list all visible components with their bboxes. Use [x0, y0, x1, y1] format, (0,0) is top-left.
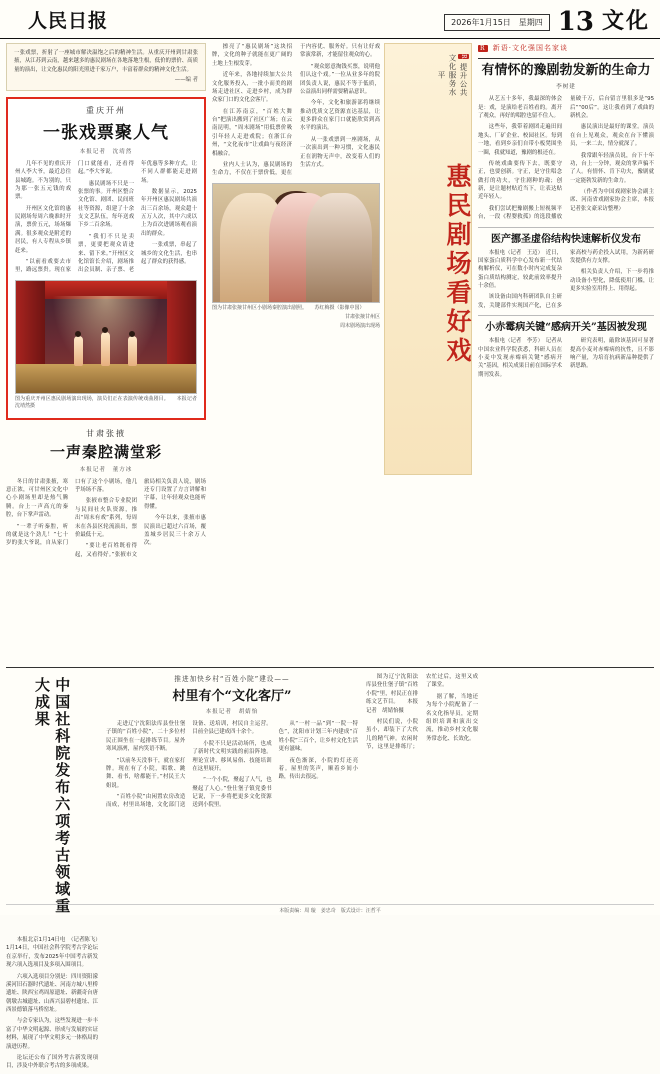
masthead — [0, 0, 660, 39]
feature-photo-caption: 图为重庆开州区惠民剧场演出现场，演员们正在表演传统戏曲剧目。 本报记者 沈靖然摄 — [15, 395, 203, 409]
paragraph: 研究表明，敲除该基因可显著提高小麦对赤霉病的抗性，且不影响产量，为培育抗病新品种提供了新思路。 — [570, 338, 654, 370]
masthead-right — [444, 4, 660, 35]
paragraph: 与会专家认为，这些发现进一步丰富了中华文明起源、形成与发展的实证材料，展现了中华文明多元一体格局的演进历程。 — [6, 1018, 98, 1050]
paragraph: 开州区文化馆的惠民剧场每周六晚准时开演，票价五元，场场爆满。很多观众是附近的居民，有人专程从乡镇赶来。 — [15, 205, 71, 254]
performer-figure — [74, 336, 83, 366]
bottom-right-body — [366, 673, 478, 751]
second-body — [6, 478, 206, 559]
paragraph: 本报北京1月14日电 （记者陈飞）1月14日，中国社会科学院考古学论坛在京举行，发布2025年中国考古新发现六项入选项目及多项入围项目。 — [6, 937, 98, 969]
bottom-mid-kicker: 推进加快乡村“百姓小院”建设—— — [174, 675, 290, 683]
bottom-right-article — [366, 673, 478, 751]
paragraph: 论坛还公布了国外考古新发现项目，涉及中外联合考古的多项成果。 — [6, 1054, 98, 1070]
paragraph: “以前看戏要去市里，路远票贵。现在家门口就能看，还看得起。”李大爷说。 — [15, 160, 134, 274]
paragraph: 小院不只是活动场所，也成了新时代文明实践的前沿阵地。理论宣讲、移风易俗、技能培训在这里展开。 — [192, 740, 272, 772]
bottom-left-headline: 中国社科院发布六项考古领域重大成果 — [33, 677, 72, 915]
paragraph: 从一张戏票到一座剧场，从一次演出到一种习惯，文化惠民正在润物无声中，改变着人们的生活方式。 — [300, 136, 380, 168]
r-badge: R — [460, 53, 467, 60]
right-article1-body — [478, 95, 654, 221]
right-column — [478, 43, 654, 379]
opera-photo — [212, 183, 380, 303]
feature-photo — [15, 280, 197, 394]
paragraph: “我们不只是卖票，更要把观众请进来、留下来。”开州区文化馆馆长介绍，剧场推出会员制、亲子票、老年优惠等多种方式，让不同人群都能走进剧场。 — [78, 160, 197, 274]
stage-floor — [16, 364, 196, 393]
paragraph: 业内人士认为，惠民剧场的生命力，不仅在于票价低，更在于内容优、服务好。只有让好戏常演常新，才能留住观众的心。 — [212, 44, 380, 177]
page-number: 13 — [557, 6, 594, 37]
divider — [478, 315, 654, 316]
paragraph: 从“一村一品”到“一院一特色”，沈阳市计划三年内建成“百姓小院”三百个，让乡村文化生活更有滋味。 — [278, 721, 358, 753]
second-article — [6, 428, 206, 559]
right-article1-byline: 李树建 — [556, 84, 576, 91]
opera-photo-caption: 图为甘肃张掖甘州区小剧场秦腔演出剧照。 苏红梅摄（影像中国） — [212, 304, 365, 311]
paragraph: 数据显示，2025年开州区惠民剧场共演出三百余场，观众超十五万人次，其中六成以上为首次进剧场观看演出的群众。 — [141, 188, 197, 237]
paragraph: （作者为中国戏剧家协会副主席、河南省戏剧家协会主席，本报记者张文豪采访整理） — [570, 189, 654, 212]
poster-kicker — [385, 52, 471, 98]
feature-byline: 本报记者 沈靖然 — [79, 148, 133, 155]
paragraph: 一张戏票，串起了城乡的文化生活，也串起了群众的获得感。 — [141, 242, 197, 265]
editor-note-text: 一张戏票，折射了一座城市解决温饱之后的精神生活。从重庆开州到甘肃张掖，从江苏到云南，越来越多的惠民剧场在各地落地生根，低价的票价、高质量的演出，让文化惠民的阳光照进千家万户，丰富着群众的精神文化生活。 — [14, 50, 198, 73]
column-label — [478, 43, 654, 53]
left-column — [6, 43, 206, 559]
paragraph: 村民们说，小院虽小，却装下了大伙儿的精气神。农闲时节，这里是排练厅；农忙过后，这里又成了课堂。 — [366, 674, 478, 750]
middle-article — [212, 43, 380, 330]
paragraph: 张掖市整合专业院团与民间社火队资源，推出“周末有戏”系列，每周末在各县区轮流演出，票价最低十元。 — [75, 498, 137, 538]
paragraph: 本报电（记者 王迈） 近日，国家蛋白质科学中心发布新一代结构解析仪，可在数小时内完成复杂蛋白质结构测定，较此前效率提升十余倍。 — [478, 249, 562, 289]
issue-date: 2026年1月15日 星期四 — [444, 14, 550, 31]
feature-poster — [384, 43, 472, 475]
paragraph: “百姓小院”由闲置农房改造而成，村里出场地，文化部门送设备、送培训，村民自主运营。目前全县已建成四十余个。 — [106, 721, 272, 809]
bottom-mid-byline: 本报记者 胡婧怡 — [205, 709, 259, 715]
paragraph: 本报电（记者 李芳） 记者从中国农业科学院获悉，科研人员在小麦中发现赤霉病关键“感病开关”基因，相关成果日前在国际学术期刊发表。 — [478, 338, 562, 378]
paragraph: 这些年，我带着剧团走遍田间地头、厂矿企业、校园社区。每到一地，看到乡亲们自带小板凳围坐一圈，我就知道，豫剧的根还在。 — [478, 124, 562, 156]
middle-body — [212, 43, 380, 178]
paragraph: 我常跟年轻演员说，台下十年功，台上一分钟，观众的掌声骗不了人。有情怀、肯下功夫，豫剧就一定能勃发新的生命力。 — [570, 152, 654, 184]
paragraph: 走进辽宁沈阳法库县登仕堡子镇的“百姓小院”，二十多位村民正围坐在一起排练节目。屋外寒风凛冽，屋内笑语不断。 — [106, 721, 186, 753]
feature-body — [15, 160, 197, 275]
paragraph: 图为辽宁沈阳法库县登仕堡子镇“百姓小院”里，村民正在排练文艺节目。 本报记者 胡婧怡摄 — [366, 674, 418, 714]
bottom-middle-article — [106, 673, 358, 810]
paragraph: 据了解，当地还为每个小院配备了一名文化指导员，定期组织培训和演出交流，推动乡村文化服务常态化、长效化。 — [426, 693, 478, 742]
paragraph: 夜色渐深，小院的灯还亮着。屋里的笑声，顺着乡间小路，传出去很远。 — [278, 757, 358, 781]
performer-figure — [128, 336, 137, 366]
page-footer: 本版责编：周 璇 姜忠奇 版式设计：汪哲平 — [6, 904, 654, 914]
paragraph: 从艺五十多年，我最深的体会是：戏，是演给老百姓看的。离开了观众，再好的唱腔也留不住人。 — [478, 96, 562, 119]
feature-headline: 一张戏票聚人气 — [43, 122, 169, 143]
r-badge: R — [480, 45, 486, 52]
paragraph: “以前冬天没事干，就在家打牌。现在有了小院，唱歌、跳舞、看书，啥都能干。”村民王大姐说。 — [106, 757, 186, 789]
right-article2-headline: 医产挪圣虚俗结构快速解析仪发布 — [491, 233, 641, 245]
paragraph: 今年，文化和旅游部将继续推动优质文艺资源直达基层，让更多群众在家门口就能欣赏到高水平的演出。 — [300, 100, 380, 132]
feature-kicker: 重庆开州 — [86, 105, 126, 115]
opera-performer — [306, 193, 372, 302]
bottom-left-article — [6, 673, 98, 927]
right-article3-body — [478, 337, 654, 379]
opera-photo-sign-title: 甘肃张掖甘州区 — [344, 313, 380, 320]
bottom-left-body — [6, 936, 98, 1071]
paragraph: 传统戏曲要传下去，既要守正，也要创新。守正，是守住唱念做打的功夫，守住剧种的魂；创新，是让题材贴近当下，让表达贴近年轻人。 — [478, 160, 562, 201]
page-body — [0, 39, 660, 1070]
right-article1-headline: 有情怀的豫剧勃发新的生命力 — [481, 63, 651, 78]
paragraph: 该设备由国内科研团队自主研发，关键部件实现国产化，已在多家高校与药企投入试用，为新药研发提供有力支撑。 — [478, 249, 654, 309]
paragraph: 惠民剧场不只是一张票的事。开州区整合文化馆、剧团、民间班社等资源，组建了十余支文艺队伍，每年送戏下乡二百余场。 — [78, 180, 134, 229]
paragraph: 在江苏南京，“百姓大舞台”把演出搬到了社区广场；在云南昆明，“周末剧场”用低票价吸引年轻人走进戏院；在浙江台州，“文化夜市”让戏曲与夜经济相融合。 — [212, 108, 292, 157]
section-name: 文化 — [601, 7, 650, 34]
paragraph: “要让老百姓既看得起，又看得好。”张掖市文旅局相关负责人说，剧场还专门设置了方言讲解和字幕，让年轻观众也能听得懂。 — [75, 478, 206, 558]
divider — [478, 227, 654, 228]
second-kicker: 甘肃张掖 — [86, 428, 126, 438]
editor-note-sign: ——编 者 — [174, 77, 198, 84]
paragraph: 擦亮了“惠民剧场”这块招牌，文化的种子就能在更广阔的土地上生根发芽。 — [212, 44, 292, 67]
second-byline: 本报记者 董方冰 — [79, 466, 133, 473]
editor-note — [6, 43, 206, 91]
bottom-mid-headline: 村里有个“文化客厅” — [172, 689, 292, 704]
paragraph: “一辈子听秦腔，听的就是这个劲儿！”七十岁的张大爷说，自从家门口有了这个小剧场，他几乎场场不落。 — [6, 478, 137, 547]
paragraph: 近年来，各地持续加大公共文化服务投入，一批小而美的剧场走进社区、走进乡村，成为群众家门口的文化会客厅。 — [212, 72, 292, 104]
bottom-mid-body — [106, 720, 358, 810]
paragraph: 几年不见的重庆开州人李大爷，最近总往县城跑。不为别的，只为那一张五元钱的戏票。 — [15, 160, 71, 201]
stage-illustration — [16, 281, 196, 393]
feature-article — [6, 97, 206, 420]
newspaper-logo: 人民日报 — [27, 9, 108, 32]
paragraph: “一个小院，聚起了人气，也聚起了人心。”登仕堡子镇党委书记说，下一步将把更多文化资源送到小院里。 — [192, 777, 272, 809]
paragraph: 今年以来，张掖市惠民演出已超过六百场，覆盖城乡居民三十余万人次。 — [144, 515, 206, 547]
paragraph: 惠民演出是最好的课堂。演员在台上见观众，观众在台下懂演员，一来二去，情分就深了。 — [570, 124, 654, 148]
right-article3-headline: 小赤霉病关键“感病开关”基因被发现 — [485, 322, 647, 334]
performer-figure — [101, 332, 110, 366]
divider — [478, 58, 654, 59]
bottom-left-body-wrap — [6, 936, 98, 1074]
poster-kicker-text: 提升公共文化服务水平 — [437, 53, 468, 97]
paragraph: 我们尝试把豫剧搬上短视频平台，一段《程婴救孤》的选段播放量破千万，后台留言里很多是“95后”“00后”。这让我看到了戏曲的新机会。 — [478, 96, 654, 221]
second-headline: 一声秦腔满堂彩 — [49, 442, 162, 461]
right-article2-body — [478, 249, 654, 311]
poster-title: 惠民剧场看好戏 — [443, 162, 472, 366]
paragraph: 六项入选项目分别是：四川资阳濛溪河旧石器时代遗址、河南方城八里桥遗址、陕西宝鸡周原遗址、新疆奇台唐朝墩古城遗址、山西兴县碧村遗址、江西景德镇落马桥窑址。 — [6, 973, 98, 1013]
opera-photo-sign-sub: 周末剧场演出现场 — [339, 322, 380, 329]
paragraph: 冬日的甘肃张掖，寒意正浓，可甘州区文化中心小剧场里却是热气腾腾。台上一声高亢的秦腔，台下掌声雷动。 — [6, 478, 68, 519]
paragraph: 相关负责人介绍，下一步将推动设备小型化，降低使用门槛，让更多实验室用得上、用得起。 — [570, 269, 654, 292]
column-label-text: 新语·文化强国名家谈 — [492, 44, 568, 52]
paragraph: “观众愿意掏钱买票，说明他们认这个戏。”一位从业多年的院团负责人说，惠民不等于低质，公益演出同样需要精品意识。 — [300, 63, 380, 95]
